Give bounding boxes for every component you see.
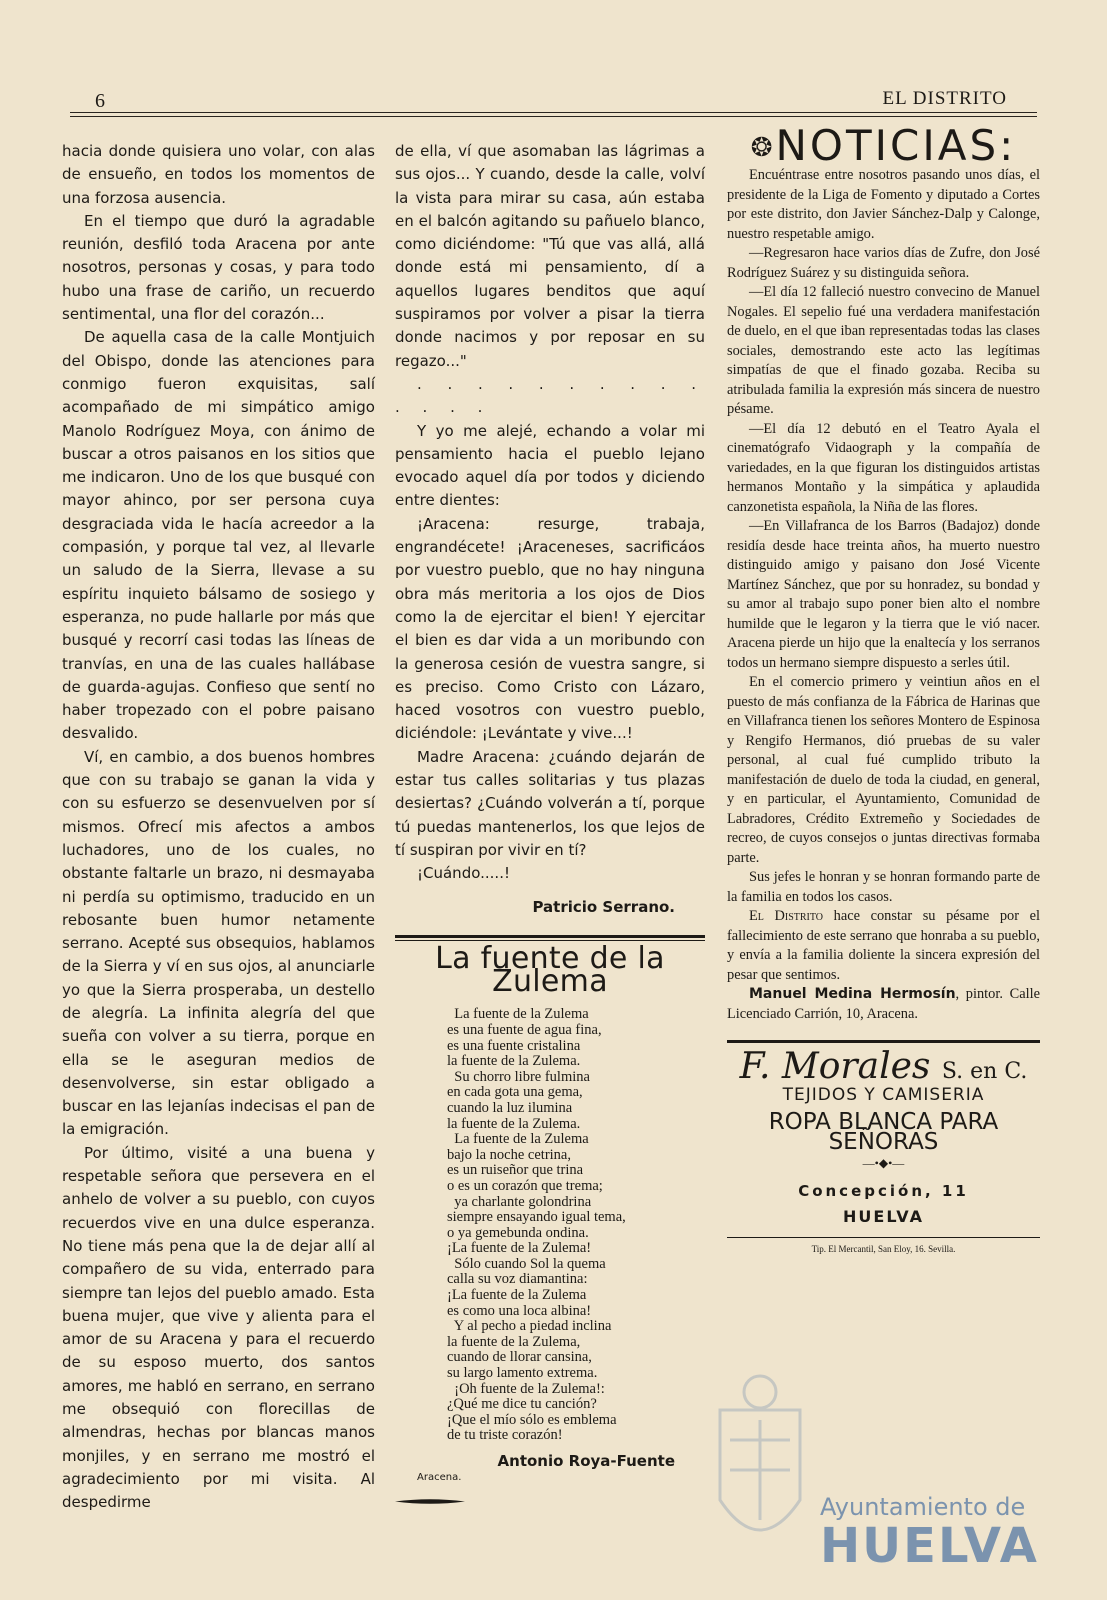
article-paragraph: ¡Aracena: resurge, trabaja, engrandécete! ¡Araceneses, sacrificáos por vuestro pueblo, que no hay ninguna obra más meritoria a los ojos de Dios como la de ejercitar el bien! Y ejercitar el bien es dar vida a un moribundo con la generosa cesión de vuestra sangre, si es preciso. Como Cristo con Lázaro, haced vosotros con vuestro pueblo, diciéndole: ¡Levántate y vive...! — [395, 514, 705, 743]
news-item: —Regresaron hace varios días de Zufre, don José Rodríguez Suárez y su distinguida señora. — [727, 245, 1040, 281]
article-paragraph: Por último, visité a una buena y respetable señora que persevera en el anhelo de volver a su pueblo, con cuyos recuerdos vive en una dulce esperanza. No tiene más pena que la de dejar allí al compañero de su vida, enterrado para siempre tan lejos del pueblo amado. Esta buena mujer, que vive y alienta para el amor de su Aracena y para el recuerdo de su esposo muerto, dos santos amores, me habló en serrano, en serrano me obsequió con florecillas de almendras, hechas por blancas manos monjiles, y en serrano me mostró el agradecimiento por mi visita. Al despedirme — [62, 1143, 375, 1512]
poem-line: Su chorro libre fulmina — [447, 1068, 590, 1085]
colon-ornament-icon: : — [999, 121, 1017, 170]
ad-firm-name — [727, 1046, 1040, 1088]
poem-line: es una fuente de agua fina, — [447, 1021, 602, 1038]
header-rule — [70, 112, 1037, 113]
news-column — [727, 121, 1040, 1259]
poem-line: o ya gemebunda ondina. — [447, 1224, 589, 1241]
poem-line: en cada gota una gema, — [447, 1084, 583, 1101]
news-item: —El día 12 debutó en el Teatro Ayala el cinematógrafo Vidaograph y la compañía de variedades, en la que figuran los distinguidos artistas hermanos Montaño y la simpática y aplaudida canzonetista española, la Niña de las flores. — [727, 420, 1040, 515]
poem-line: la fuente de la Zulema. — [447, 1053, 581, 1070]
news-item: Encuéntrase entre nosotros pasando unos días, el presidente de la Liga de Fomento y diputado a Cortes por este distrito, don Javier Sánchez-Dalp y Calonge, nuestro respetable amigo. — [727, 167, 1040, 242]
article-paragraph: Ví, en cambio, a dos buenos hombres que con su trabajo se ganan la vida y con su esfuerzo se desenvuelven por sí mismos. Ofrecí mis afectos a ambos luchadores, uno de los cuales, no obstante faltarle un brazo, ni desmayaba ni perdía su optimismo, traducido en un rebosante buen humor netamente serrano. Acepté sus obsequios, hablamos de la Sierra y ví en sus ojos, al anunciarle yo que la Sierra prosperaba, un destello de alegría. La infinita alegría del que sueña con volver a su tierra, porque en ella se le aseguran medios de desenvolverse, sin estar obligado a buscar en las lejanías indecisas el pan de la emigración. — [62, 747, 375, 1139]
poem-line: ¡Que el mío sólo es emblema — [447, 1411, 617, 1428]
poem-line: la fuente de la Zulema, — [447, 1333, 581, 1350]
ad-address: Concepción, 11 — [798, 1181, 969, 1200]
news-item: —En Villafranca de los Barros (Badajoz) donde residía desde hace treinta años, ha muerto nuestro distinguido amigo y paisano don José Vicente Martínez Sánchez, que por su honradez, su bondad y su amor al trabajo supo poner bien alto el nombre humilde que le legaron y la tierra que le vió nacer. Aracena pierde un hijo que la enaltecía y los serranos todos un hermano siempre dispuesto a serles útil. — [727, 518, 1040, 671]
news-signature — [727, 985, 1040, 1024]
news-item: —El día 12 falleció nuestro convecino de Manuel Nogales. El sepelio fué una verdadera manifestación de duelo, en el que iban representadas todas las clases sociales, demostrando este acto las legítimas simpatías de que el finado gozaba. Reciba su atribulada familia la expresión más sincera de nuestro pésame. — [727, 284, 1040, 418]
header-rule-secondary — [70, 116, 1037, 117]
poem-line: calla su voz diamantina: — [447, 1271, 588, 1288]
news-item-text: hace constar su pésame por el fallecimiento de este serrano que honraba a su pueblo, y envía a la familia doliente la sincera expresión del pesar que sentimos. — [727, 908, 1040, 983]
watermark-line2: HUELVA — [820, 1518, 1039, 1574]
ad-firm-text: F. Morales — [739, 1046, 931, 1088]
poem-line: de tu triste corazón! — [447, 1427, 563, 1444]
poem-footer — [395, 1444, 705, 1486]
ellipsis-divider: . . . . . . . . . . . . . . — [395, 374, 705, 417]
article-paragraph: ¡Cuándo.....! — [417, 864, 510, 883]
poem-line: Y al pecho a piedad inclina — [447, 1318, 612, 1335]
ornament-icon: ❂ — [750, 132, 776, 163]
article-paragraph: Y yo me alejé, echando a volar mi pensamiento hacia el pueblo lejano evocado aquel día por todos y diciendo entre dientes: — [395, 421, 705, 510]
poem-place: Aracena. — [417, 1472, 462, 1484]
ad-ornament: —•◆•— — [862, 1156, 905, 1171]
poem-title: La fuente de la Zulema — [435, 940, 665, 1000]
ad-firm-suffix: S. en C. — [941, 1059, 1028, 1085]
article-column-left — [62, 140, 375, 1515]
poem-line: ya charlante golondrina — [447, 1193, 592, 1210]
imprint-rule — [727, 1237, 1040, 1238]
end-ornament-icon — [395, 1498, 465, 1505]
ad-city: HUELVA — [843, 1207, 924, 1227]
article-paragraph: Madre Aracena: ¿cuándo dejarán de estar tus calles solitarias y tus plazas desiertas? ¿Cuándo volverán a tí, porque tú puedas mantenerlos, los que lejos de tí suspiran por vivir en tí? — [395, 747, 705, 859]
article-paragraph: En el tiempo que duró la agradable reunión, desfiló toda Aracena por ante nosotros, personas y cosas, y para todo hubo una frase de cariño, un recuerdo sentimental, una flor del corazón... — [62, 211, 375, 324]
article-paragraph: hacia donde quisiera uno volar, con alas de ensueño, en todos los momentos de una forzosa ausencia. — [62, 142, 375, 207]
printer-imprint: Tip. El Mercantil, San Eloy, 16. Sevilla. — [811, 1243, 956, 1254]
poem-line: bajo la noche cetrina, — [447, 1146, 571, 1163]
poem-line: cuando de llorar cansina, — [447, 1349, 592, 1366]
poem-line: ¿Qué me dice tu canción? — [447, 1396, 597, 1413]
signature-name: Manuel Medina Hermosín — [749, 986, 956, 1003]
masthead-title: EL DISTRITO — [882, 88, 1007, 109]
article-paragraph: de ella, ví que asomaban las lágrimas a sus ojos... Y cuando, desde la calle, volví la vista para mirar su casa, aún estaba en el balcón agitando su pañuelo blanco, como diciéndome: "Tú que vas allá, allá donde está mi pensamiento, dí a aquellos lugares benditos que aquí suspiramos por volver a pisar la tierra donde nacimos y por reposar en su regazo..." — [395, 142, 705, 370]
news-item — [727, 907, 1040, 985]
poem-line: es como una loca albina! — [447, 1302, 592, 1319]
poem-line: es un ruiseñor que trina — [447, 1162, 584, 1179]
newspaper-name: El Distrito — [749, 908, 824, 925]
article-signature: Patricio Serrano. — [532, 897, 675, 916]
news-item: En el comercio primero y veintiun años en el puesto de más confianza de la Fábrica de Harinas que en Villafranca tienen los señores Montero de Espinosa y Rengifo Hermanos, dió pruebas de su valer personal, al cual fué cumplido tributo la manifestación de duelo de toda la ciudad, en general, y en particular, el Ayuntamiento, Comunidad de Labradores, Crédito Extremeño y Sociedades de recreo, de cuyos consejos o juntas directivas formaba parte. — [727, 674, 1040, 866]
news-heading — [727, 121, 1040, 170]
article-paragraph: De aquella casa de la calle Montjuich del Obispo, donde las atenciones para conmigo fueron exquisitas, salí acompañado de mi simpático amigo Manolo Rodríguez Moya, con ánimo de buscar a otros paisanos en los sitios que me indicaron. Uno de los que busqué con mayor ahinco, por ser persona cuya desgraciada vida le hacía acreedor a la compasión, y porque tal vez, al llevarle un saludo de la Sierra, llevase a su espíritu inquieto bálsamo de sosiego y esperanza, no pude hallarle por más que busqué y recorrí casi todas las líneas de tranvías, en una de las cuales hallábase de guarda-agujas. Confieso que sentí no haber tropezado con el pobre paisano desvalido. — [62, 328, 375, 743]
poem-line: es una fuente cristalina — [447, 1037, 581, 1054]
poem-line: la fuente de la Zulema. — [447, 1115, 581, 1132]
watermark-line1: Ayuntamiento de — [820, 1493, 1026, 1521]
advertisement — [727, 1046, 1040, 1227]
poem-line: ¡La fuente de la Zulema! — [447, 1240, 592, 1257]
news-item: Sus jefes le honran y se honran formando parte de la familia en todos los casos. — [727, 869, 1040, 905]
poem-line: La fuente de la Zulema — [447, 1131, 589, 1148]
poem-line: cuando la luz ilumina — [447, 1099, 573, 1116]
poem-line: Sólo cuando Sol la quema — [447, 1255, 606, 1272]
ad-line: ROPA BLANCA PARA SEÑORAS — [768, 1109, 999, 1155]
page-number: 6 — [95, 90, 105, 112]
poem-line: ¡Oh fuente de la Zulema!: — [447, 1380, 605, 1397]
signature-address: , pintor. Calle Licenciado Carrión, 10, Aracena. — [727, 986, 1040, 1022]
ad-line: TEJIDOS Y CAMISERIA — [782, 1084, 985, 1105]
article-column-middle — [395, 140, 705, 1512]
poem-signature: Antonio Roya-Fuente — [497, 1452, 675, 1471]
poem-line: siempre ensayando igual tema, — [447, 1209, 626, 1226]
ad-rule — [727, 1040, 1040, 1043]
section-rule — [395, 935, 705, 938]
news-heading-text: NOTICIAS — [775, 121, 1000, 170]
poem-body — [395, 1007, 705, 1444]
poem-line: ¡La fuente de la Zulema — [447, 1287, 587, 1304]
poem-line: su largo lamento extrema. — [447, 1365, 598, 1382]
poem-line: o es un corazón que trema; — [447, 1177, 603, 1194]
poem-line: La fuente de la Zulema — [447, 1006, 589, 1023]
